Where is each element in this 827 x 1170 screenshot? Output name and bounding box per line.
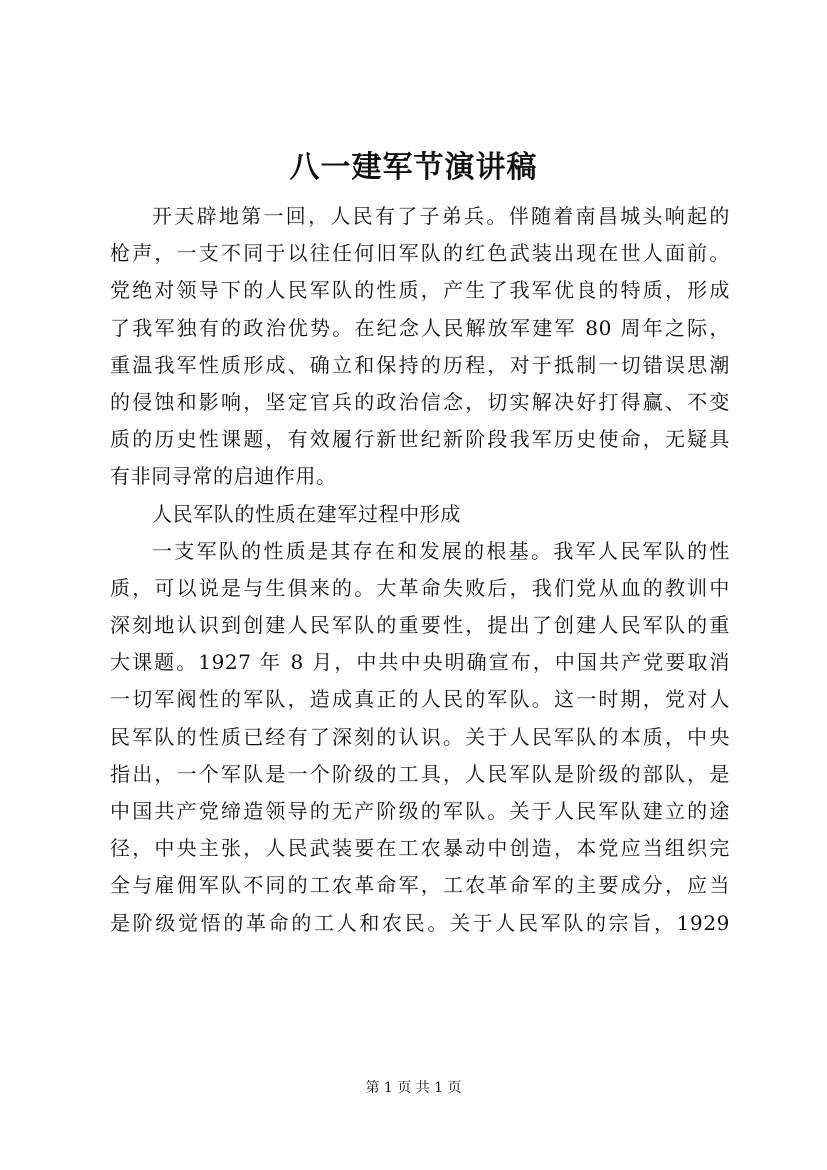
body-line: 全与雇佣军队不同的工农革命军，工农革命军的主要成分，应当 bbox=[110, 873, 730, 898]
body-line: 的侵蚀和影响，坚定官兵的政治信念，切实解决好打得赢、不变 bbox=[110, 389, 730, 414]
body-line: 枪声，一支不同于以往任何旧军队的红色武装出现在世人面前。 bbox=[110, 241, 730, 266]
body-line: 重温我军性质形成、确立和保持的历程，对于抵制一切错误思潮 bbox=[110, 352, 730, 377]
body-line: 了我军独有的政治优势。在纪念人民解放军建军 80 周年之际， bbox=[110, 315, 730, 340]
document-body bbox=[110, 198, 730, 942]
body-line: 有非同寻常的启迪作用。 bbox=[110, 464, 337, 489]
section-heading: 人民军队的性质在建军过程中形成 bbox=[152, 501, 461, 526]
body-line: 中国共产党缔造领导的无产阶级的军队。关于人民军队建立的途 bbox=[110, 799, 730, 823]
body-line: 党绝对领导下的人民军队的性质，产生了我军优良的特质，形成 bbox=[110, 278, 730, 303]
body-line: 径，中央主张，人民武装要在工农暴动中创造，本党应当组织完 bbox=[110, 836, 730, 861]
body-line: 大课题。1927 年 8 月，中共中央明确宣布，中国共产党要取消 bbox=[110, 650, 730, 675]
body-line: 一切军阀性的军队，造成真正的人民的军队。这一时期，党对人 bbox=[110, 687, 730, 712]
body-line: 一支军队的性质是其存在和发展的根基。我军人民军队的性 bbox=[152, 538, 730, 563]
body-line: 开天辟地第一回，人民有了子弟兵。伴随着南昌城头响起的 bbox=[152, 204, 730, 228]
page-number-footer: 第 1 页 共 1 页 bbox=[365, 1080, 462, 1096]
body-line: 深刻地认识到创建人民军队的重要性，提出了创建人民军队的重 bbox=[110, 613, 730, 638]
body-line: 质，可以说是与生俱来的。大革命失败后，我们党从血的教训中 bbox=[110, 575, 730, 600]
body-line: 指出，一个军队是一个阶级的工具，人民军队是阶级的部队，是 bbox=[110, 761, 730, 786]
body-line: 民军队的性质已经有了深刻的认识。关于人民军队的本质，中央 bbox=[110, 724, 730, 749]
body-line: 质的历史性课题，有效履行新世纪新阶段我军历史使命，无疑具 bbox=[110, 427, 730, 452]
body-line: 是阶级觉悟的革命的工人和农民。关于人民军队的宗旨，1929 bbox=[110, 910, 730, 935]
document-title: 八一建军节演讲稿 bbox=[289, 150, 538, 185]
